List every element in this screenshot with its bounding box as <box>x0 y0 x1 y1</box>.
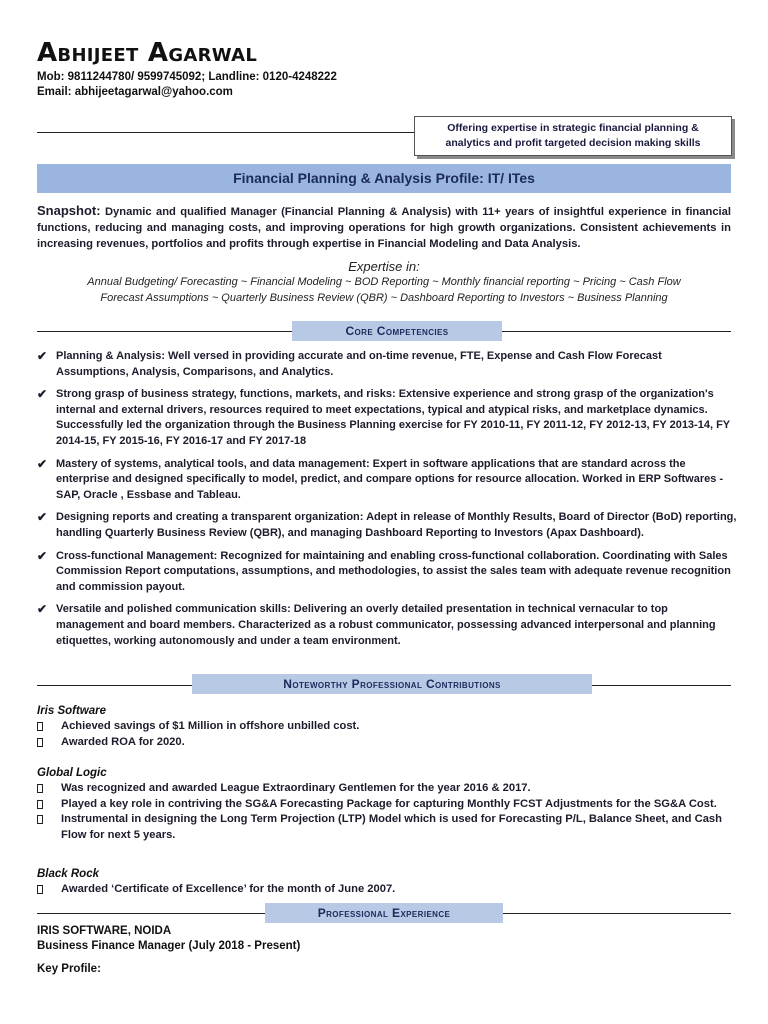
checkmark-icon: ✔ <box>37 349 48 363</box>
company-name: Black Rock <box>37 868 100 880</box>
candidate-name: Abhijeet Agarwal <box>37 38 258 68</box>
tagline-line-2: analytics and profit targeted decision making skills <box>445 137 701 149</box>
contribution-item: Awarded ROA for 2020. <box>37 735 737 751</box>
contribution-item: Was recognized and awarded League Extraordinary Gentlemen for the year 2016 & 2017. <box>37 781 737 797</box>
competency-item: ✔ Planning & Analysis: Well versed in providing accurate and on-time revenue, FTE, Expense and Cash Flow Forecast Assumptions, Analysis, Comparisons, and Analytics. <box>37 349 662 378</box>
key-profile-label: Key Profile: <box>37 963 101 975</box>
checkmark-icon: ✔ <box>37 387 48 402</box>
expertise-line-1: Annual Budgeting/ Forecasting ~ Financial Modeling ~ BOD Reporting ~ Monthly financial reporting ~ Pricing ~ Cash Flow <box>87 276 681 288</box>
employer-name: IRIS SOFTWARE, NOIDA <box>37 925 172 937</box>
competency-item: ✔ Strong grasp of business strategy, functions, markets, and risks: Extensive experience and strong grasp of the organization's internal and external drivers, resources required to meet expectations, typical and atypical risks, and marketplace dynamics. Successfully led the organization through the Business Planning exercise for FY 2010-11, FY 2011-12, FY 2012-13, FY 2013-14, FY 2014-15, FY 2015-16, FY 2016-17 and FY 2017-18 <box>37 387 730 447</box>
company-name: Iris Software <box>37 705 107 717</box>
bullet-box-icon <box>37 738 43 747</box>
section-professional-experience: Professional Experience <box>265 903 503 923</box>
snapshot-label: Snapshot: <box>37 203 101 218</box>
competency-item: ✔ Versatile and polished communication skills: Delivering an overly detailed presentation in technical vernacular to top management and board members. Characterized as a robust communicator, possessing advanced interpersonal and planning etiquettes, working autonomously and under a team environment. <box>37 602 716 647</box>
header-divider <box>37 132 415 133</box>
competency-item: ✔ Mastery of systems, analytical tools, and data management: Expert in software applications that are standard across the enterprise and designed specifically to model, predict, and compare options for resource allocation. Worked in ERP Softwares - SAP, Oracle , Essbase and Tableau. <box>37 456 724 501</box>
bullet-box-icon <box>37 815 43 824</box>
bullet-box-icon <box>37 885 43 894</box>
bullet-box-icon <box>37 800 43 809</box>
competency-item: ✔ Designing reports and creating a transparent organization: Adept in release of Monthly Results, Board of Director (BoD) reporting, handling Quarterly Business Review (QBR), and managing Dashboard Reporting to Investors (Apax Dashboard). <box>37 510 737 539</box>
profile-title: Financial Planning & Analysis Profile: IT/ ITes <box>37 164 731 193</box>
snapshot-text: Dynamic and qualified Manager (Financial Planning & Analysis) with 11+ years of insightful experience in financial functions, reducing and managing costs, and improving operations for high growth organizations. Consistent achievements in increasing revenues, portfolios and profits through expertise in Financial Modeling and Data Analysis. <box>37 206 731 250</box>
contribution-item: Awarded ‘Certificate of Excellence’ for the month of June 2007. <box>37 882 737 898</box>
contribution-black-rock <box>37 866 737 898</box>
contribution-item: Achieved savings of $1 Million in offshore unbilled cost. <box>37 719 737 735</box>
checkmark-icon: ✔ <box>37 456 48 471</box>
expertise-title: Expertise in: <box>348 259 420 274</box>
checkmark-icon: ✔ <box>37 510 48 525</box>
contribution-item: Played a key role in contriving the SG&A Forecasting Package for capturing Monthly FCST Adjustments for the SG&A Cost. <box>37 797 737 813</box>
contribution-global-logic <box>37 765 737 843</box>
checkmark-icon: ✔ <box>37 602 48 617</box>
tagline-box <box>414 116 732 156</box>
phone-numbers: Mob: 9811244780/ 9599745092; Landline: 0120-4248222 <box>37 71 337 83</box>
contribution-iris <box>37 703 737 750</box>
competencies-list <box>37 349 737 656</box>
bullet-box-icon <box>37 784 43 793</box>
company-name: Global Logic <box>37 767 107 779</box>
competency-item: ✔ Cross-functional Management: Recognized for maintaining and enabling cross-functional collaboration. Coordinating with Sales Commission Report computations, assumptions, and methodologies, to assist the sales team with adequate revenue recognition and commission payout. <box>37 548 731 593</box>
bullet-box-icon <box>37 722 43 731</box>
tagline-line-1: Offering expertise in strategic financial planning & <box>447 122 699 134</box>
section-core-competencies: Core Competencies <box>292 321 502 341</box>
job-role: Business Finance Manager (July 2018 - Present) <box>37 940 301 952</box>
checkmark-icon: ✔ <box>37 548 48 563</box>
contribution-item: Instrumental in designing the Long Term Projection (LTP) Model which is used for Forecasting P/L, Balance Sheet, and Cash Flow for next 5 years. <box>37 812 737 843</box>
snapshot-paragraph <box>37 203 731 252</box>
expertise-line-2: Forecast Assumptions ~ Quarterly Business Review (QBR) ~ Dashboard Reporting to Investors ~ Business Planning <box>100 292 668 304</box>
email-address: Email: abhijeetagarwal@yahoo.com <box>37 86 233 98</box>
section-noteworthy-contributions: Noteworthy Professional Contributions <box>192 674 592 694</box>
